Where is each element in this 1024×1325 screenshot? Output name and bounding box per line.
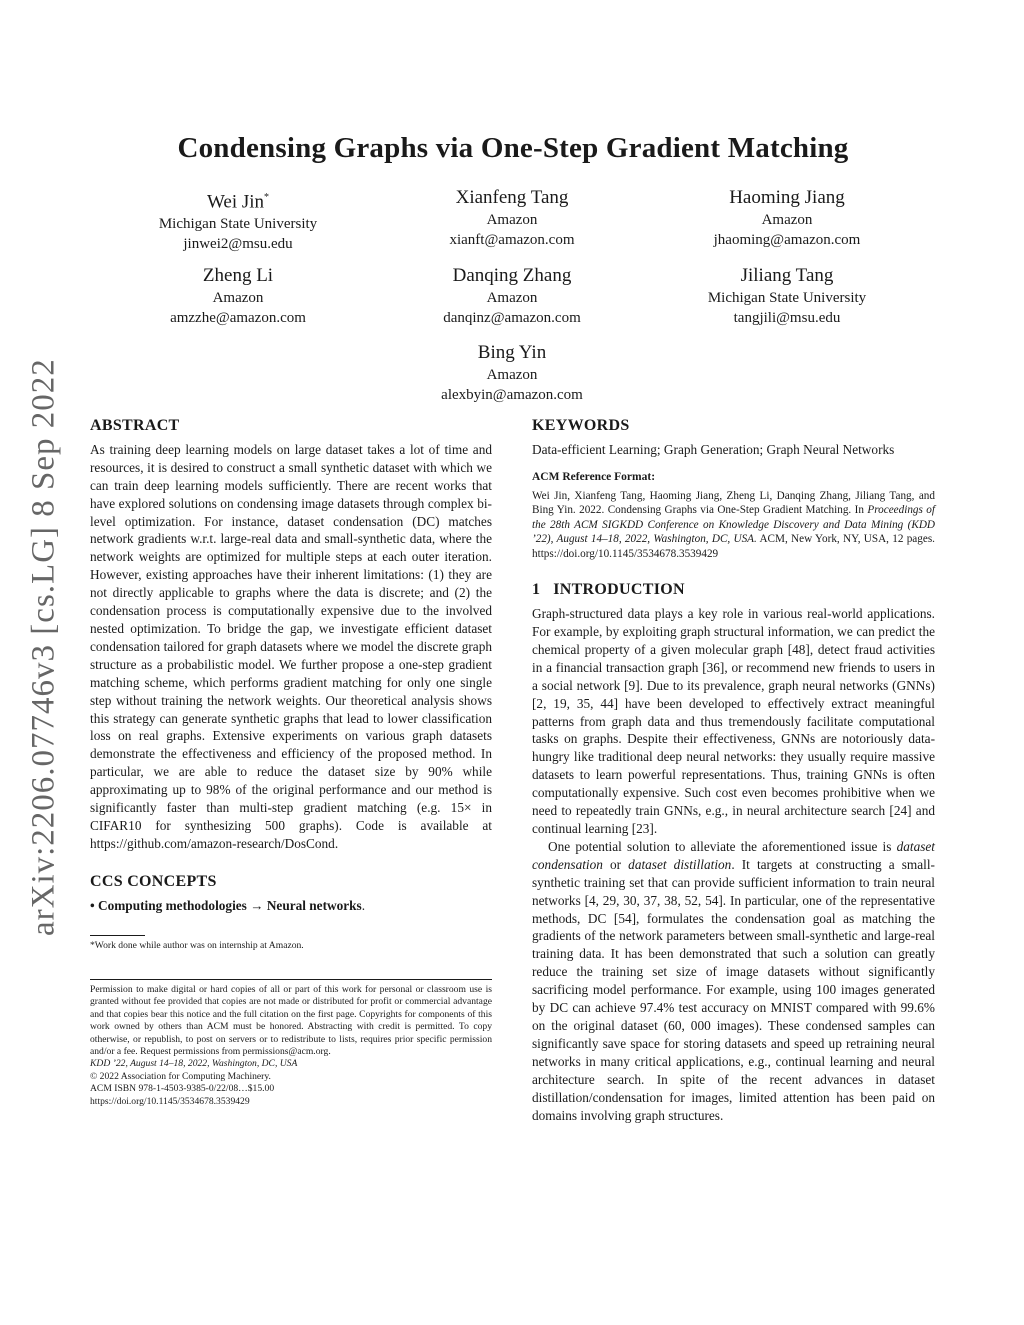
keywords-heading: KEYWORDS [532,417,630,434]
acm-ref-text [532,489,935,562]
ccs-bullet: • [90,897,95,913]
author-affiliation: Amazon [486,290,538,306]
author-affiliation: Michigan State University [158,216,318,233]
ccs-heading: CCS CONCEPTS [90,872,217,890]
author-affiliation: Amazon [761,212,813,228]
ccs-concept [90,897,492,915]
isbn-line: ACM ISBN 978-1-4503-9385-0/22/08…$15.00 [90,1083,275,1095]
author-affiliation: Amazon [486,367,538,383]
author-name: Xianfeng Tang [455,187,569,208]
permission-rule [90,979,492,980]
permission-text: Permission to make digital or hard copies of all or part of this work for personal or classroom use is granted without fee provided that copies are not made or distributed for profit or commercial advantage and that copies bear this notice and the full citation on the first page. Copyrights for components of this work owned by others than ACM must be honored. Abstracting with credit is permitted. To copy otherwise, or republish, to post on servers or to redistribute to lists, requires prior specific permission and/or a fee. Request permissions from permissions@acm.org. [90,983,492,1057]
ccs-item-computing: Computing methodologies [97,897,247,913]
author-email: jhaoming@amazon.com [713,232,861,248]
copyright-line: © 2022 Association for Computing Machinery. [90,1070,271,1082]
author-email: amzzhe@amazon.com [170,310,306,326]
ccs-arrow: → [250,897,264,913]
ccs-period: . [361,897,366,913]
intro-p2-term-condensation: dataset condensation [532,838,935,872]
intro-p2-or: or [602,856,629,872]
author-affiliation: Amazon [212,290,264,306]
author-block [372,266,652,328]
author-name: Bing Yin [477,342,547,363]
keywords-text: Data-efficient Learning; Graph Generation; Graph Neural Networks [532,441,895,457]
author-affiliation: Michigan State University [707,290,867,306]
author-name: Danqing Zhang [452,265,572,286]
abstract-text: As training deep learning models on large dataset takes a lot of time and resources, it is desired to construct a small synthetic dataset with which we can train deep learning models sufficiently. There are recent works that have explored solutions on condensing image datasets through complex bi-level optimization. For instance, dataset condensation (DC) matches network gradients w.r.t. large-real data and small-synthetic data, where the network weights are optimized for multiple steps at each outer iteration. However, existing approaches have their inherent limitations: (1) they are not directly applicable to graphs where the data is discrete; and (2) the condensation process is computationally expensive due to the involved nested optimization. To bridge the gap, we investigate efficient dataset condensation tailored for graph datasets where we model the discrete graph structure as a probabilistic model. We further propose a one-step gradient matching scheme, which performs gradient matching for only one single step without training the network weights. Our theoretical analysis shows this strategy can generate synthetic graphs that lead to lower classification loss on real graphs. Extensive experiments on various graph datasets demonstrate the effectiveness and efficiency of the proposed method. In particular, we are able to reduce the dataset size by 90% while approximating up to 98% of the original performance and our method is significantly faster than multi-step gradient matching (e.g. 15× in CIFAR10 for synthesizing 500 graphs). Code is available at https://github.com/amazon-research/DosCond. [90,441,492,851]
acm-ref-tail: ACM, New York, NY, USA, 12 pages. https://doi.org/10.1145/3534678.3539429 [532,533,935,560]
footnote-text: *Work done while author was on internship at Amazon. [90,939,304,951]
author-name: Jiliang Tang [740,265,834,286]
doi-line: https://doi.org/10.1145/3534678.3539429 [90,1095,250,1107]
footnote-rule [90,935,145,936]
venue-line: KDD ’22, August 14–18, 2022, Washington, DC, USA [90,1058,298,1070]
acm-ref-proceedings: Proceedings of the 28th ACM SIGKDD Conference on Knowledge Discovery and Data Mining (KDD ’22), August 14–18, 2022, Washington, DC, USA. [532,504,935,546]
intro-paragraph-1: Graph-structured data plays a key role in various real-world applications. For example, by exploiting graph structural information, we can predict the chemical property of a given molecular graph [48], detect fraud activities in a financial transaction graph [36], or recommend new friends to users in a social network [9]. Due to its prevalence, graph neural networks (GNNs) [2, 19, 35, 44] have been developed to effectively extract meaningful patterns from graph data and thus tremendously facilitate computational tasks on graphs. Despite their effectiveness, GNNs are notoriously data-hungry like traditional deep neural networks: they usually require massive datasets to learn powerful representations. Thus, training GNNs is often computationally expensive. Such cost even becomes prohibitive when we need to repeatedly train GNNs, e.g., in neural architecture search [24] and continual learning [23]. [532,606,935,836]
intro-p2-rest: . It targets at constructing a small-synthetic training set that can provide sufficient information to train neural networks [4, 29, 30, 37, 38, 52, 54]. In particular, one of the representative methods, DC [54], formulates the condensation goal as matching the gradients of the network parameters between small-synthetic and large-real training data. It has been demonstrated that such a solution can greatly reduce the training set size of image datasets without significantly sacrificing model performance. For example, using 100 images generated by DC can achieve 97.4% test accuracy on MNIST compared with 99.6% on the original dataset (60, 000 images). These condensed samples can significantly save space for storing datasets and speed up retraining neural networks in many critical applications, e.g., continual learning and neural architecture search. In spite of the recent advances in dataset distillation/condensation for images, limited attention has been paid on domains involving graph structures. [532,856,935,1123]
author-email: jinwei2@msu.edu [183,236,293,253]
abstract-heading: ABSTRACT [90,417,180,434]
author-block [98,266,378,328]
author-email: danqinz@amazon.com [443,310,581,326]
left-column [90,417,492,1108]
intro-p2-term-distillation: dataset distillation [628,856,732,872]
author-block [647,266,927,328]
author-block [372,343,652,405]
acm-ref-authors: Wei Jin, Xianfeng Tang, Haoming Jiang, Zheng Li, Danqing Zhang, Jiliang Tang, and Bing Yin. 2022. Condensing Graphs via One-Step Gradient Matching. In [532,489,935,517]
arxiv-identifier: arXiv:2206.07746v3 [cs.LG] 8 Sep 2022 [25,358,62,937]
author-footnote-mark: * [264,192,270,203]
introduction-heading: 1 INTRODUCTION [532,581,685,599]
right-column [532,417,935,1124]
author-block [647,188,927,250]
author-name: Wei Jin [206,191,265,213]
author-name: Haoming Jiang [729,187,845,208]
author-block [98,188,378,254]
intro-paragraph-2 [532,838,935,1125]
acm-ref-heading: ACM Reference Format: [532,470,656,483]
author-email: tangjili@msu.edu [733,310,841,326]
author-name: Zheng Li [202,265,274,286]
ccs-item-neural: Neural networks [266,897,362,913]
author-email: xianft@amazon.com [449,232,575,248]
author-block [372,188,652,250]
author-affiliation: Amazon [486,212,538,228]
paper-title: Condensing Graphs via One-Step Gradient Matching [177,132,849,164]
intro-p2-start: One potential solution to alleviate the aforementioned issue is [548,838,897,854]
author-email: alexbyin@amazon.com [441,387,583,403]
